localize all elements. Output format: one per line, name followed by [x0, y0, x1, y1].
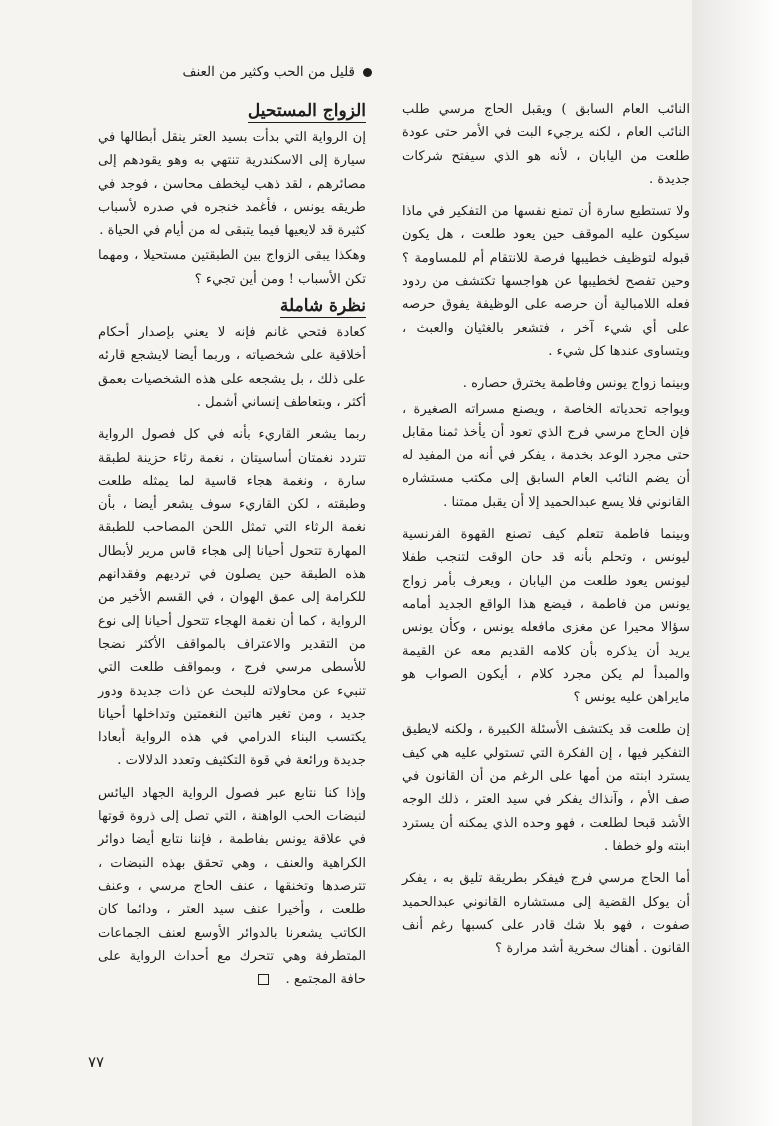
- paragraph: وبينما فاطمة تتعلم كيف تصنع القهوة الفرنسية ليونس ، وتحلم بأنه قد حان الوقت لتنجب طفلا ليونس يعود طلعت من اليابان ، ويعرف بأمر زواج يونس من فاطمة ، فيضع هذا الواقع الجديد أمامه سؤالا محيرا عن مغزى مافعله يونس ، وكأن يونس يريد أن يذكره بأن كلامه القديم معه عن القيمة والمبدأ لم يكن مجرد كلام ، أيكون الصواب هو مايراهن عليه يونس ؟: [402, 527, 690, 706]
- paragraph-text: وإذا كنا نتابع عبر فصول الرواية الجهاد اليائس لنبضات الحب الواهنة ، التي تصل إلى ذروة قوتها في علاقة يونس بفاطمة ، فإننا نتابع أيضا دوائر الكراهية والعنف ، وهي تحقق بهذه النبضات ، تترصدها وتخنقها ، عنف الحاج مرسي ، وعنف طلعت ، وأخيرا عنف سيد العتر ، ودائما كان الكاتب يشعرنا بالدوائر الأوسع لعنف الجماعات المتطرفة وهي تتحرك مع أحداث الرواية على حافة المجتمع .: [98, 785, 366, 988]
- paragraph: إن طلعت قد يكتشف الأسئلة الكبيرة ، ولكنه لايطيق التفكير فيها ، إن الفكرة التي تستولي عليه هي كيف يسترد ابنته من أمها على الرغم من أن القانون في صف الأم ، وآنذاك يفكر في سيد العتر ، ذلك الوجه الأشد قبحا لطلعت ، فهو وحده الذي يمكنه أن يسترد ابنته ولو خطفا .: [402, 722, 690, 854]
- right-column: [402, 98, 690, 969]
- paragraph: وهكذا يبقى الزواج بين الطبقتين مستحيلا ، ومهما تكن الأسباب ! ومن أين تجيء ؟: [98, 248, 366, 287]
- paragraph: ويواجه تحدياته الخاصة ، ويصنع مسراته الصغيرة ، فإن الحاج مرسي فرج الذي تعود أن يأخذ ثمنا مقابل حتى مجرد الوعد بخدمة ، يفكر في أنه من المفيد له أن يضم النائب العام السابق إلى مكتب مستشاره القانوني فلا يسع عبدالحميد إلا أن يقبل ممتنا .: [402, 401, 690, 510]
- paragraph: إن الرواية التي بدأت بسيد العتر ينقل أبطالها في سيارة إلى الاسكندرية تنتهي به وهو يقودهم إلى مصائرهم ، لقد ذهب ليخطف محاسن ، فوجد في طريقه يونس ، فأغمد خنجره في صدره لأسباب كثيرة قد لايعيها فيما يتبقى له من أيام في الحياة .: [98, 130, 366, 239]
- section-heading-overview: [98, 293, 366, 319]
- bullet-dot-icon: [363, 68, 372, 77]
- paragraph: أما الحاج مرسي فرج فيفكر بطريقة تليق به ، يفكر أن يوكل القضية إلى مستشاره القانوني عبدالحميد صفوت ، فهو بلا شك قادر على كسبها رغم أنف القانون . أهناك سخرية أشد مرارة ؟: [402, 871, 690, 957]
- paragraph: النائب العام السابق ) ويقبل الحاج مرسي طلب النائب العام ، لكنه يرجيء البت في الأمر حتى عودة طلعت من اليابان ، لأنه هو الذي سيفتح شركات جديدة .: [402, 102, 690, 187]
- paragraph: كعادة فتحي غانم فإنه لا يعني بإصدار أحكام أخلاقية على شخصياته ، وربما أيضا لايشجع قارئه على ذلك ، بل يشجعه على هذه الشخصيات بعمق أكثر ، وبتعاطف إنساني أشمل .: [98, 325, 366, 410]
- paragraph: [98, 782, 366, 992]
- paragraph: ربما يشعر القاريء بأنه في كل فصول الرواية تتردد نغمتان أساسيتان ، نغمة رثاء حزينة لطبقة سارة ، ونغمة هجاء قاسية لما يمثله طلعت وطبقته ، لكن القاريء سوف يشعر أيضا ، بأن نغمة الرثاء التي تمثل اللحن المصاحب للطبقة المهارة تتحول أحيانا إلى هجاء قاس مرير لأبطال هذه الطبقة حين يصلون في ترديهم وفقدانهم للكرامة إلى عمق الهوان ، في القسم الأخير من الرواية ، كما أن نغمة الهجاء تتحول أحيانا إلى نوع من التقدير والاعتراف بالمواقف الأكثر نضجا للأسطى مرسي فرج ، وبمواقف طلعت التي تنبيء عن محاولاته للبحث عن ذات جديدة ودور جديد ، ومن تغير هاتين النغمتين وتداخلها أحيانا يكتسب البناء الدرامي في هذه الرواية أبعادا جديدة ورائعة في قوة التكثيف وتعدد الدلالات .: [98, 427, 366, 769]
- left-column: [98, 98, 366, 1000]
- paragraph: ولا تستطيع سارة أن تمنع نفسها من التفكير في ماذا سيكون عليه الموقف حين يعود طلعت ، هل يكون قبوله لتوظيف خطيبها فرصة للانتقام أم للمساومة ؟ وحين تفصح لخطيبها عن هواجسها تكتشف من ردود فعله اللامبالية أن حرصه على الوظيفة يفوق حرصه على أي شيء آخر ، فتشعر بالغثيان والعبث ، ويتساوى عندها كل شيء .: [402, 204, 690, 359]
- paragraph: وبينما زواج يونس وفاطمة يخترق حصاره .: [462, 376, 690, 392]
- article-end-square-icon: [258, 974, 269, 985]
- page-binding-edge: [692, 0, 780, 1126]
- section-heading-text: نظرة شاملة: [279, 296, 366, 317]
- running-header: [72, 62, 372, 82]
- running-header-text: قليل من الحب وكثير من العنف: [182, 64, 355, 80]
- section-heading-impossible-marriage: [98, 98, 366, 124]
- page-number: ٧٧: [88, 1053, 105, 1071]
- section-heading-text: الزواج المستحيل: [247, 101, 366, 121]
